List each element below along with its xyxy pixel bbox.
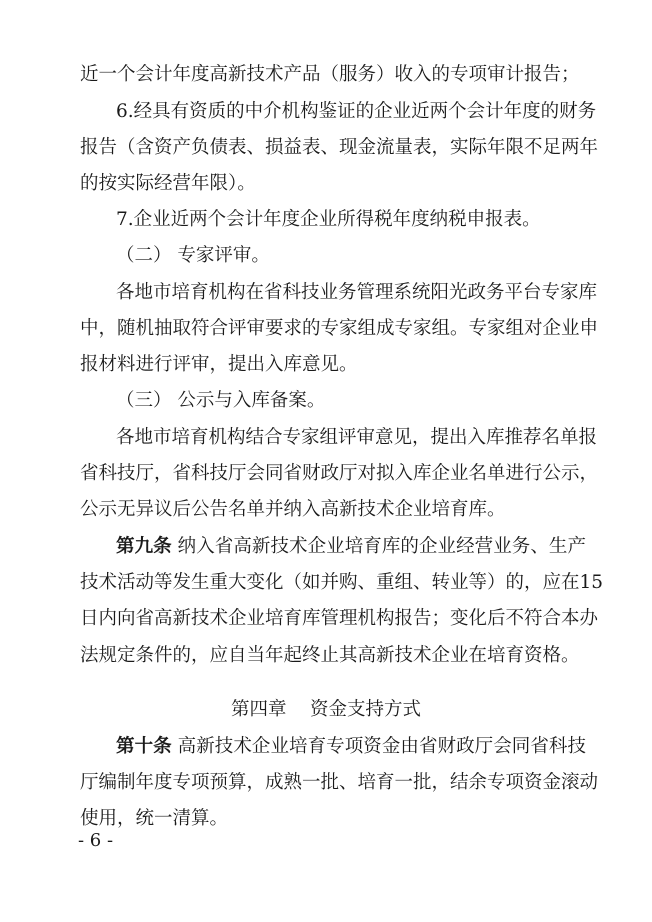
line-17: 法规定条件的，应自当年起终止其高新技术企业在培育资格。 (80, 645, 580, 666)
line-1: 近一个会计年度高新技术产品（服务）收入的专项审计报告； (80, 64, 580, 85)
section-heading-expert-review: （二） 专家评审。 (116, 245, 270, 266)
line-4: 的按实际经营年限）。 (80, 173, 256, 194)
line-20: 使用，统一清算。 (80, 808, 229, 829)
line-16: 日内向省高新技术企业培育库管理机构报告；变化后不符合本办 (80, 608, 599, 629)
chapter-heading: 第四章 资金支持方式 (230, 699, 422, 720)
page-number: - 6 - (78, 830, 114, 851)
line-9: 报材料进行评审，提出入库意见。 (80, 354, 358, 375)
article-10-label: 第十条 (116, 736, 172, 757)
article-10-text: 高新技术企业培育专项资金由省财政厅会同省科技 (177, 736, 586, 757)
line-5: 7.企业近两个会计年度企业所得税年度纳税申报表。 (116, 209, 541, 230)
line-3: 报告（含资产负债表、损益表、现金流量表，实际年限不足两年 (80, 137, 599, 158)
line-15: 技术活动等发生重大变化（如并购、重组、转业等）的，应在15 (80, 572, 604, 593)
article-9-text: 纳入省高新技术企业培育库的企业经营业务、生产 (177, 536, 586, 557)
line-19: 厅编制年度专项预算，成熟一批、培育一批，结余专项资金滚动 (80, 772, 599, 793)
article-9-label: 第九条 (116, 536, 172, 557)
line-2: 6.经具有资质的中介机构鉴证的企业近两个会计年度的财务 (116, 101, 597, 122)
section-heading-publicity: （三） 公示与入库备案。 (116, 390, 326, 411)
article-10-line (116, 735, 586, 759)
line-13: 公示无异议后公告名单并纳入高新技术企业培育库。 (80, 499, 506, 520)
line-8: 中，随机抽取符合评审要求的专家组成专家组。专家组对企业申 (80, 318, 599, 339)
line-11: 各地市培育机构结合专家组评审意见，提出入库推荐名单报 (116, 427, 598, 448)
line-12: 省科技厅，省科技厅会同省财政厅对拟入库企业名单进行公示， (80, 463, 599, 484)
article-9-line (116, 535, 586, 559)
line-7: 各地市培育机构在省科技业务管理系统阳光政务平台专家库 (116, 282, 598, 303)
